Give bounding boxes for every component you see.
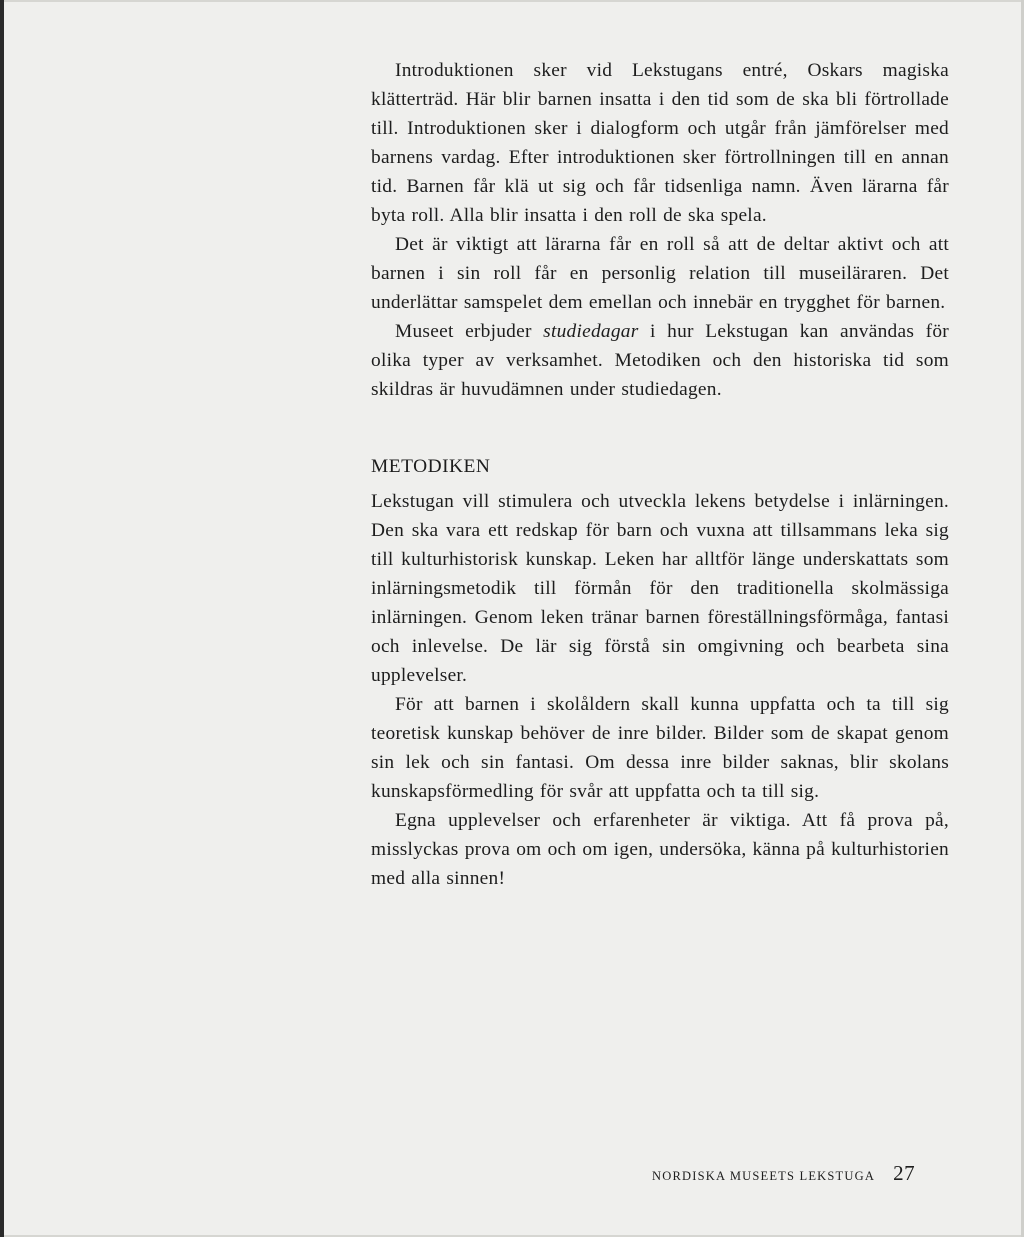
studiedagar-text-after: i hur Lekstugan kan användas för olika typer av verksamhet. Metodiken och den historiska tid som skildras är huvudämnen under studiedagen. — [371, 321, 949, 400]
paragraph-studiedagar — [371, 317, 949, 404]
paragraph-metodiken-3: Egna upplevelser och erfarenheter är viktiga. Att få prova på, misslyckas prova om och om igen, undersöka, känna på kulturhistorien med alla sinnen! — [371, 810, 949, 889]
paragraph-metodiken-2: För att barnen i skolåldern skall kunna uppfatta och ta till sig teoretisk kunskap behöver de inre bilder. Bilder som de skapat genom sin lek och sin fantasi. Om dessa inre bilder saknas, blir skolans kunskapsförmedling för svår att uppfatta och ta till sig. — [371, 694, 949, 802]
running-title: NORDISKA MUSEETS LEKSTUGA — [652, 1169, 876, 1183]
paragraph-teacher-roles: Det är viktigt att lärarna får en roll så att de deltar aktivt och att barnen i sin roll får en personlig relation till museiläraren. Det underlättar samspelet dem emellan och innebär en trygghet för barnen. — [371, 234, 949, 313]
page-footer — [652, 1161, 952, 1186]
text-column — [371, 56, 949, 893]
studiedagar-text-before: Museet erbjuder — [395, 321, 544, 342]
paragraph-introduction: Introduktionen sker vid Lekstugans entré, Oskars magiska klätterträd. Här blir barnen insatta i den tid som de ska bli förtrollade till. Introduktionen sker i dialogform och utgår från jämförelser med barnens vardag. Efter introduktionen sker förtrollningen till en annan tid. Barnen får klä ut sig och får tidsenliga namn. Även lärarna får byta roll. Alla blir insatta i den roll de ska spela. — [371, 60, 949, 226]
page-number: 27 — [893, 1161, 916, 1185]
paragraph-metodiken-1: Lekstugan vill stimulera och utveckla lekens betydelse i inlärningen. Den ska vara ett redskap för barn och vuxna att tillsammans leka sig till kulturhistorisk kunskap. Leken har alltför länge underskattats som inlärningsmetodik till förmån för den traditionella skolmässiga inlärningen. Genom leken tränar barnen föreställningsförmåga, fantasi och inlevelse. De lär sig förstå sin omgivning och bearbeta sina upplevelser. — [371, 491, 949, 686]
studiedagar-italic-term: studiedagar — [543, 321, 639, 342]
section-heading-metodiken: METODIKEN — [371, 456, 491, 477]
